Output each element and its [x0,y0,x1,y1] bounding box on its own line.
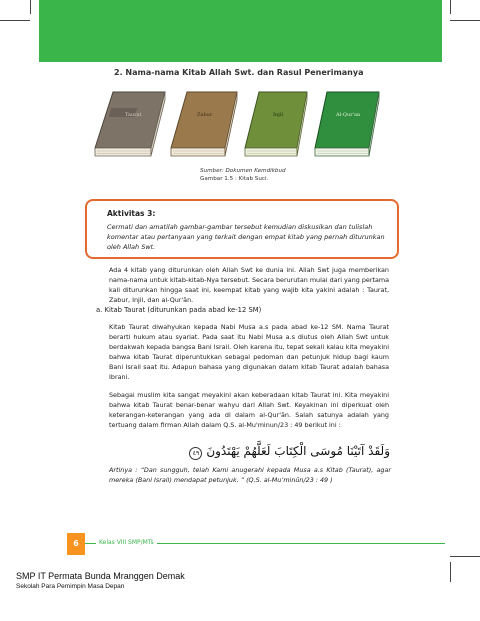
ayah-number-marker: ٤٩ [189,447,202,460]
book-label-zabur: Zabur [197,112,213,118]
subheading-taurat: a. Kitab Taurat (diturunkan pada abad ke-12 SM) [96,306,262,314]
book-label-alquran: Al-Qur'an [336,112,361,118]
crop-mark [450,0,451,14]
figure-title: Gambar 1.5 : Kitab Suci. [200,176,269,182]
book-label-injil: Injil [273,112,283,118]
book-label-taurat: Taurat [125,112,142,118]
taurat-paragraph-2: Sebagai muslim kita sangat meyakini akan keberadaan kitab Taurat ini. Kita meyakini bahwa kitab Taurat benar-benar wahyu dari Allah Swt. Keyakinan ini diperkuat oleh keterangan-keterangan yang ada di dalam al-Qur'ān. Salah satunya adalah yang tertuang dalam firman Allah dalam Q.S. al-Mu'minun/23 : 49 berikut ini : [109,391,389,429]
figure-caption [200,167,286,183]
section-number: 2. [114,68,123,77]
activity-box [85,199,399,259]
intro-paragraph: Ada 4 kitab yang diturunkan oleh Allah Swt ke dunia ini. Allah Swt juga memberikan nama-nama untuk kitab-kitab-Nya tersebut. Secara berurutan mulai dari yang pertama kali diturunkan hingga saat ini, keempat kitab yang wajib kita yakini adalah : Taurat, Zabur, Injil, dan al-Qur'ān. [109,266,390,304]
book-taurat [95,92,165,156]
section-title: Nama-nama Kitab Allah Swt. dan Rasul Penerimanya [125,68,364,77]
figure-source: Sumber: Dokumen Kemdikbud [200,168,286,174]
crop-mark [450,562,451,582]
book-injil [245,92,307,156]
verse-translation: Artinya : “Dan sungguh, telah Kami anugerahi kepada Musa a.s Kitab (Taurat), agar mereka (Bani Israil) mendapat petunjuk. ” (Q.S. al-Mu’minūn/23 : 49 ) [109,466,391,484]
page-class-label: Kelas VIII SMP/MTs [96,539,157,546]
holy-books-illustration [93,86,383,164]
page-number: 6 [67,533,85,555]
crop-mark [450,556,480,557]
crop-mark [30,0,31,14]
activity-text: Cermati dan amatilah gambar-gambar tersebut kemudian diskusikan dan tulislah komentar atau pertanyaan yang terkait dengan empat kitab yang pernah diturunkan oleh Allah Swt. [107,223,385,251]
taurat-paragraph-1: Kitab Taurat diwahyukan kepada Nabi Musa a.s pada abad ke-12 SM. Nama Taurat berarti hukum atau syariat. Pada saat itu Nabi Musa a.s diutus oleh Allah Swt untuk berdakwah kepada bangsa Bani Israil. Oleh karena itu, tepat sekali kalau kita meyakini bahwa kitab Taurat diperuntukkan sebagai pedoman dan petunjuk hidup bagi kaum Bani Israil saat itu. Adapun bahasa yang digunakan dalam kitab Taurat adalah bahasa Ibrani. [109,323,389,381]
chapter-header-band [39,0,442,62]
arabic-text: وَلَقَدْ آتَيْنَا مُوسَى الْكِتَابَ لَعَلَّهُمْ يَهْتَدُونَ [206,444,390,458]
book-zabur [171,92,237,156]
quran-verse-arabic [180,444,390,460]
school-tagline: Sekolah Para Pemimpin Masa Depan [16,583,125,590]
book-alquran [315,92,379,156]
crop-mark [0,20,30,21]
school-name: SMP IT Permata Bunda Mranggen Demak [16,571,185,581]
activity-title: Aktivitas 3: [107,209,156,218]
crop-mark [450,20,480,21]
section-heading [114,68,364,77]
